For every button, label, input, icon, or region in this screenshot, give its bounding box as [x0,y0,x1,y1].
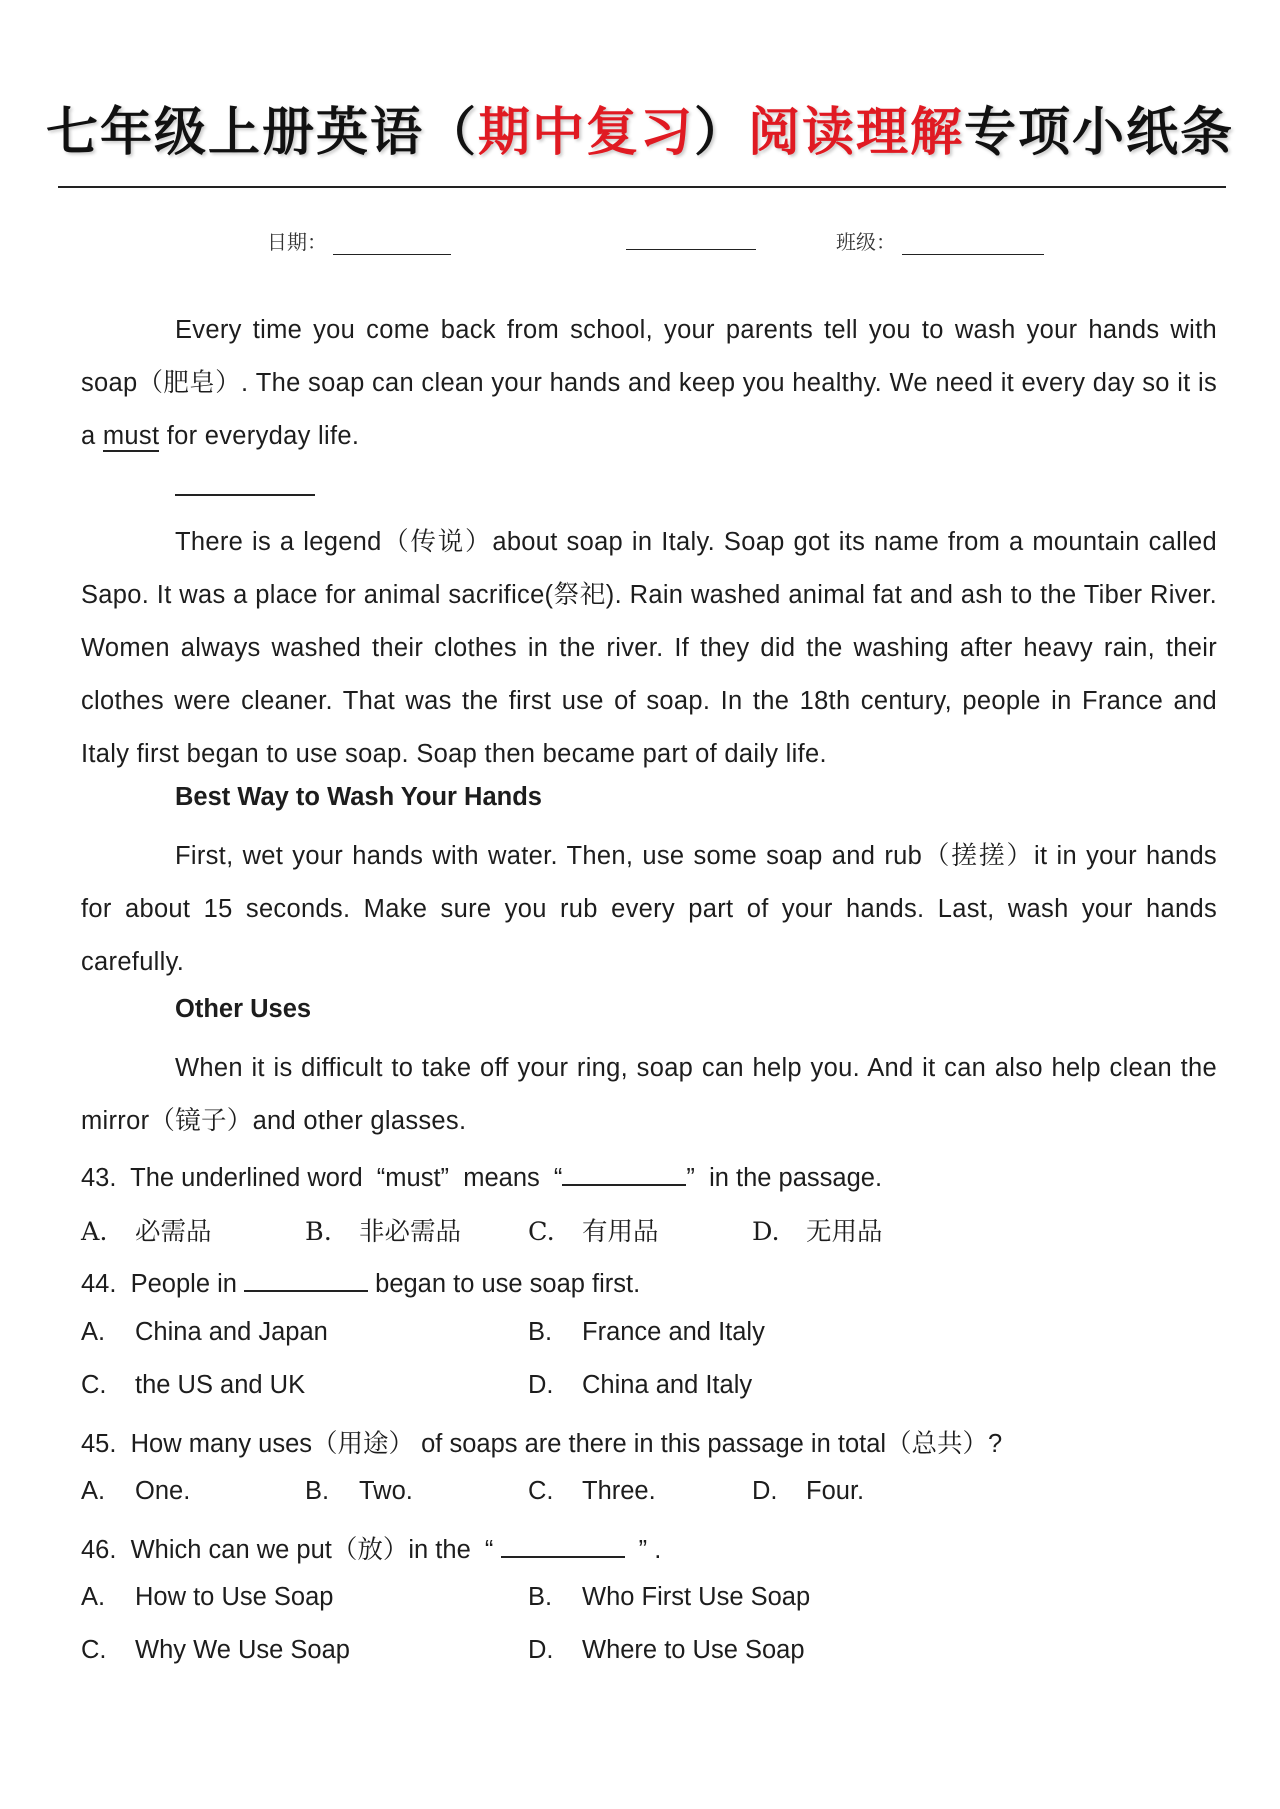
paragraph-4: When it is difficult to take off your ring, soap can help you. And it can also help clean the mirror（镜子）and other glasses. [81,1054,1217,1135]
option-45-d[interactable]: D. Four. [752,1477,865,1505]
section-heading-wash: Best Way to Wash Your Hands [175,783,542,811]
option-46-a[interactable]: A. How to Use Soap [81,1583,334,1611]
option-44-c[interactable]: C. the US and UK [81,1371,306,1399]
title-text-2: ） [693,102,748,163]
title-divider [58,186,1226,188]
date-label: 日期： [267,230,327,254]
title-text-1: 七年级上册英语（ [45,102,478,163]
class-field [836,226,1044,255]
option-44-b[interactable]: B. France and Italy [528,1318,765,1346]
option-43-b[interactable]: B. 非必需品 [305,1217,462,1247]
option-45-c[interactable]: C. Three. [528,1477,656,1505]
page-title [0,90,1280,165]
question-44: 44. People in began to use soap first. [81,1266,640,1299]
option-46-b[interactable]: B. Who First Use Soap [528,1583,811,1611]
option-46-c[interactable]: C. Why We Use Soap [81,1636,350,1664]
option-43-d[interactable]: D. 无用品 [752,1217,883,1247]
question-43: 43. The underlined word “must” means “ ” in the passage. [81,1160,882,1193]
unlabeled-blank[interactable] [626,227,756,250]
title-highlight-2: 阅读理解 [748,102,965,163]
section-heading-uses: Other Uses [175,995,312,1023]
paragraph-3: First, wet your hands with water. Then, use some soap and rub（搓搓）it in your hands for about 15 seconds. Make sure you rub every part of your hands. Last, wash your hands carefully. [81,842,1217,976]
subtitle-blank [175,494,315,496]
paragraph-2: There is a legend（传说）about soap in Italy. Soap got its name from a mountain called Sapo. It was a place for animal sacrifice(祭祀). Rain washed animal fat and ash to the Tiber River. Women always washed their clothes in the river. If they did the washing after heavy rain, their clothes were cleaner. That was the first use of soap. In the 18th century, people in France and Italy first began to use soap. Soap then became part of daily life. [81,528,1217,768]
question-45: 45. How many uses（用途） of soaps are there in this passage in total（总共）? [81,1430,1003,1458]
answer-blank [501,1532,625,1558]
class-blank[interactable] [902,232,1044,255]
answer-blank [244,1266,368,1292]
title-highlight: 期中复习 [477,102,694,163]
option-44-a[interactable]: A. China and Japan [81,1318,328,1346]
option-44-d[interactable]: D. China and Italy [528,1371,753,1399]
class-label: 班级： [836,230,896,254]
question-46: 46. Which can we put（放）in the “ ” . [81,1530,661,1566]
option-45-a[interactable]: A. One. [81,1477,191,1505]
option-45-b[interactable]: B. Two. [305,1477,413,1505]
unlabeled-field [620,226,756,250]
date-blank[interactable] [333,232,451,255]
paragraph-1: Every time you come back from school, your parents tell you to wash your hands with soap（肥皂）. The soap can clean your hands and keep you healthy. We need it every day so it is a must for everyday life. [81,316,1217,450]
option-43-a[interactable]: A. 必需品 [81,1217,212,1247]
date-field [267,226,451,255]
underlined-word: must [102,422,160,450]
option-43-c[interactable]: C. 有用品 [528,1217,659,1247]
title-text-3: 专项小纸条 [964,102,1235,163]
option-46-d[interactable]: D. Where to Use Soap [528,1636,805,1664]
answer-blank [562,1160,686,1186]
